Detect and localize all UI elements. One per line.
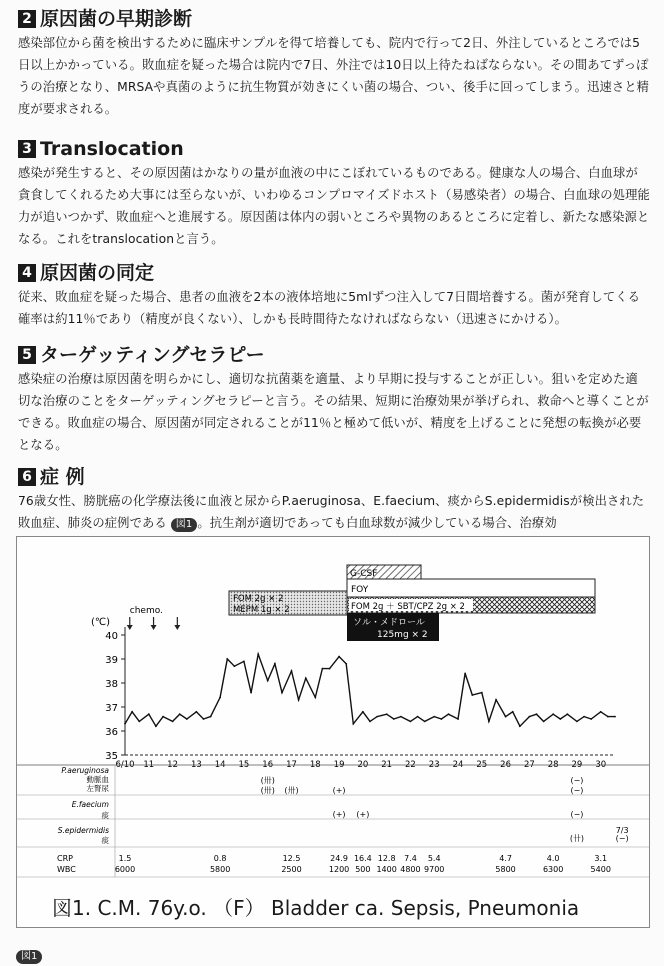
temperature-point xyxy=(607,716,609,718)
wbc-value: 5800 xyxy=(209,865,231,874)
temperature-point xyxy=(179,713,181,715)
bacteria-label: S.epidermidis xyxy=(57,826,109,835)
chemo-label: chemo. xyxy=(129,606,163,616)
x-tick-label: 21 xyxy=(381,760,393,770)
section-2-title: 原因菌の早期診断 xyxy=(40,8,193,30)
section-5 xyxy=(18,342,650,456)
temperature-point xyxy=(614,716,616,718)
x-tick-label: 14 xyxy=(214,760,226,770)
temperature-point xyxy=(369,721,371,723)
x-tick-label: 11 xyxy=(143,760,155,770)
temperature-point xyxy=(131,711,133,713)
temperature-point xyxy=(155,725,157,727)
figure-ref-badge[interactable]: 図1 xyxy=(171,518,198,532)
temperature-point xyxy=(329,668,331,670)
temperature-point xyxy=(536,713,538,715)
culture-date-7-3: 7/3 xyxy=(615,826,629,835)
section-6-body xyxy=(18,490,650,534)
section-5-heading xyxy=(18,342,650,368)
crp-value: 4.7 xyxy=(499,854,512,863)
culture-result: (−) xyxy=(570,810,584,819)
temperature-point xyxy=(362,711,364,713)
crp-value: 5.4 xyxy=(427,854,441,863)
temperature-point xyxy=(457,718,459,720)
temperature-point xyxy=(298,699,300,701)
section-6-body-a: 76歳女性、膀胱癌の化学療法後に血液と尿からP.aeruginosa、E.faecium、痰からS.epidermidisが検出された敗血症、肺炎の症例である xyxy=(18,494,645,530)
temperature-point xyxy=(471,694,473,696)
culture-result: (−) xyxy=(570,786,584,795)
temperature-point xyxy=(583,716,585,718)
foy-label: FOY xyxy=(351,585,369,595)
y-tick-label: 37 xyxy=(105,703,118,714)
wbc-value: 6000 xyxy=(114,865,136,874)
temperature-series xyxy=(124,653,616,727)
section-6-number: 6 xyxy=(18,468,36,486)
chemo-arrow-head xyxy=(151,625,157,630)
temperature-point xyxy=(400,716,402,718)
temperature-point xyxy=(274,663,276,665)
section-2 xyxy=(18,6,650,120)
temperature-point xyxy=(352,723,354,725)
figure-1 xyxy=(16,536,650,928)
temperature-point xyxy=(345,663,347,665)
bacteria-label: 左腎尿 xyxy=(86,784,109,793)
y-tick-label: 39 xyxy=(105,655,118,666)
temperature-point xyxy=(291,670,293,672)
temperature-point xyxy=(138,721,140,723)
x-tick-label: 29 xyxy=(571,760,583,770)
x-tick-label: 24 xyxy=(452,760,464,770)
section-3-heading xyxy=(18,136,650,162)
section-3 xyxy=(18,136,650,250)
y-tick-label: 40 xyxy=(105,631,118,642)
temperature-point xyxy=(567,713,569,715)
temperature-point xyxy=(281,692,283,694)
temperature-point xyxy=(512,711,514,713)
x-tick-label: 27 xyxy=(523,760,535,770)
temperature-line xyxy=(125,654,615,726)
gcsf-label: G-CSF xyxy=(350,569,378,579)
temperature-point xyxy=(559,718,561,720)
section-3-title: Translocation xyxy=(40,138,184,160)
temperature-point xyxy=(433,716,435,718)
solu-medrol-label-1: ソル・メドロール xyxy=(353,618,425,628)
crp-value: 12.5 xyxy=(282,854,301,863)
section-2-heading xyxy=(18,6,650,32)
temperature-point xyxy=(495,699,497,701)
temperature-point xyxy=(528,716,530,718)
wbc-label: WBC xyxy=(57,865,76,874)
temperature-point xyxy=(243,661,245,663)
temperature-point xyxy=(322,668,324,670)
footer-badge-label: 図1 xyxy=(16,950,42,964)
bacteria-label: 痰 xyxy=(101,811,109,820)
crp-value: 12.8 xyxy=(377,854,396,863)
temperature-point xyxy=(590,718,592,720)
section-3-body: 感染が発生すると、その原因菌はかなりの量が血液の中にこぼれているものである。健康な人の場合、白血球が貪食してくれるため大事には至らないが、いわゆるコンプロマイズドホスト（易感染者）の場合、白血球の処理能力が追いつかず、敗血症へと進展する。原因菌は体内の弱いところや異物のあるところに定着し、新たな感染源となる。これをtranslocationと言う。 xyxy=(18,166,650,246)
foy-bar xyxy=(347,579,595,597)
x-tick-label: 13 xyxy=(190,760,202,770)
wbc-value: 6300 xyxy=(542,865,564,874)
temperature-point xyxy=(124,723,126,725)
temperature-point xyxy=(386,713,388,715)
chemo-arrow xyxy=(151,617,157,630)
crp-value: 7.4 xyxy=(404,854,417,863)
section-5-body: 感染症の治療は原因菌を明らかにし、適切な抗菌薬を適量、より早期に投与することが正しい。狙いを定めた適切な治療のことをターゲッティングセラピーと言う。その結果、短期に治療効果が挙げられ、救命へと導くことができる。敗血症の場合、原因菌が同定されることが11％と極めて低いが、精度を上げることに発想の転換が必要となる。 xyxy=(18,372,649,452)
culture-result: (+) xyxy=(356,810,370,819)
x-tick-label: 22 xyxy=(405,760,416,770)
x-tick-label: 12 xyxy=(167,760,178,770)
culture-table xyxy=(17,765,649,877)
chemo-arrow-head xyxy=(174,625,180,630)
wbc-value: 1400 xyxy=(376,865,397,874)
temperature-point xyxy=(219,697,221,699)
chemo-arrow xyxy=(127,617,133,630)
section-5-title: ターゲッティングセラピー xyxy=(40,344,265,366)
temperature-point xyxy=(226,658,228,660)
temperature-point xyxy=(186,718,188,720)
y-tick-label: 35 xyxy=(105,751,118,762)
temperature-point xyxy=(393,718,395,720)
temperature-point xyxy=(257,653,259,655)
temperature-point xyxy=(338,656,340,658)
x-tick-label: 23 xyxy=(428,760,440,770)
section-4-body: 従来、敗血症を疑った場合、患者の血液を2本の液体培地に5mlずつ注入して7日間培養する。菌が発育してくる確率は約11％であり（精度が良くない）、しかも長時間待たなければならない（迅速さにかける）。 xyxy=(18,290,641,326)
temperature-point xyxy=(552,713,554,715)
section-4-number: 4 xyxy=(18,264,36,282)
crp-value: 3.1 xyxy=(594,854,608,863)
section-4 xyxy=(18,260,650,330)
culture-result: (−) xyxy=(570,776,584,785)
culture-result: (卅) xyxy=(260,776,275,785)
section-6-heading xyxy=(18,464,650,490)
section-4-title: 原因菌の同定 xyxy=(40,262,155,284)
temperature-point xyxy=(203,718,205,720)
x-tick-label: 15 xyxy=(238,760,250,770)
x-tick-label: 18 xyxy=(309,760,321,770)
section-4-heading xyxy=(18,260,650,286)
culture-result: (−) xyxy=(615,834,629,843)
section-6 xyxy=(18,464,650,534)
fom-sbt-label: FOM 2g ＋ SBT/CPZ 2g × 2 xyxy=(351,602,465,612)
temperature-point xyxy=(148,713,150,715)
crp-value: 1.5 xyxy=(118,854,132,863)
temperature-point xyxy=(505,716,507,718)
culture-result: (卅) xyxy=(284,786,299,795)
temperature-point xyxy=(424,721,426,723)
solu-medrol-label-2: 125mg × 2 xyxy=(377,630,428,640)
temperature-point xyxy=(210,716,212,718)
wbc-value: 4800 xyxy=(400,865,421,874)
culture-result: (卅) xyxy=(260,786,275,795)
fom-mepm-label-2: MEPM 1g × 2 xyxy=(233,605,290,615)
x-tick-label: 19 xyxy=(333,760,345,770)
temperature-point xyxy=(162,716,164,718)
crp-value: 24.9 xyxy=(330,854,348,863)
x-tick-label: 26 xyxy=(500,760,511,770)
section-2-body: 感染部位から菌を検出するために臨床サンプルを得て培養しても、院内で行って2日、外注しているところでは5日以上かかっている。敗血症を疑った場合は院内で7日、外注では10日以上待たねばならない。その間あてずっぽうの治療となり、MRSAや真菌のように抗生物質が効きにくい菌の場合、つい、後手に回ってしまう。迅速さと精度が要求される。 xyxy=(18,36,650,116)
y-tick-label: 36 xyxy=(105,727,118,738)
x-tick-label: 20 xyxy=(357,760,369,770)
crp-value: 16.4 xyxy=(353,854,372,863)
temperature-point xyxy=(314,697,316,699)
temperature-point xyxy=(488,721,490,723)
bacteria-label: P.aeruginosa xyxy=(61,766,109,775)
temperature-point xyxy=(305,677,307,679)
temperature-point xyxy=(234,665,236,667)
section-3-number: 3 xyxy=(18,140,36,158)
x-tick-label: 6/10 xyxy=(115,760,135,770)
figure-caption: 図1. C.M. 76y.o. （F） Bladder ca. Sepsis, Pneumonia xyxy=(52,896,580,920)
x-tick-label: 30 xyxy=(595,760,607,770)
section-2-number: 2 xyxy=(18,10,36,28)
x-tick-label: 17 xyxy=(286,760,297,770)
temperature-point xyxy=(576,721,578,723)
temperature-point xyxy=(376,716,378,718)
section-6-body-b: 。抗生剤が適切であっても白血球数が減少している場合、治療効 xyxy=(197,516,557,530)
temperature-point xyxy=(519,725,521,727)
wbc-value: 2500 xyxy=(281,865,302,874)
temperature-point xyxy=(600,711,602,713)
bacteria-label: 動脈血 xyxy=(86,775,109,784)
culture-result: (+) xyxy=(332,786,346,795)
temperature-point xyxy=(267,680,269,682)
bacteria-label: E.faecium xyxy=(71,800,109,809)
culture-result: (+) xyxy=(332,810,346,819)
temperature-point xyxy=(464,673,466,675)
temperature-point xyxy=(172,721,174,723)
crp-value: 0.8 xyxy=(213,854,227,863)
wbc-value: 500 xyxy=(355,865,371,874)
x-tick-label: 25 xyxy=(476,760,488,770)
fom-mepm-label-1: FOM 2g × 2 xyxy=(233,594,284,604)
drug-bars xyxy=(229,565,595,641)
wbc-value: 5800 xyxy=(495,865,516,874)
temperature-point xyxy=(440,718,442,720)
section-6-title: 症 例 xyxy=(40,466,85,488)
x-tick-label: 16 xyxy=(262,760,274,770)
wbc-value: 5400 xyxy=(590,865,611,874)
temperature-point xyxy=(417,716,419,718)
wbc-value: 1200 xyxy=(328,865,350,874)
chemo-arrow xyxy=(174,617,180,630)
bacteria-label: 痰 xyxy=(101,836,109,845)
y-axis-unit: (℃) xyxy=(91,617,111,628)
temperature-point xyxy=(543,721,545,723)
temperature-point xyxy=(250,692,252,694)
temperature-point xyxy=(448,713,450,715)
temperature-point xyxy=(410,721,412,723)
crp-value: 4.0 xyxy=(546,854,560,863)
temperature-point xyxy=(195,711,197,713)
footer-figure-badge xyxy=(16,944,42,964)
temperature-point xyxy=(481,692,483,694)
section-5-number: 5 xyxy=(18,346,36,364)
x-tick-label: 28 xyxy=(547,760,559,770)
crp-label: CRP xyxy=(57,854,73,863)
chemo-arrow-head xyxy=(127,625,133,630)
wbc-value: 9700 xyxy=(424,865,445,874)
culture-result: (卄) xyxy=(569,834,585,843)
y-tick-label: 38 xyxy=(105,679,118,690)
temperature-chart xyxy=(17,537,649,927)
